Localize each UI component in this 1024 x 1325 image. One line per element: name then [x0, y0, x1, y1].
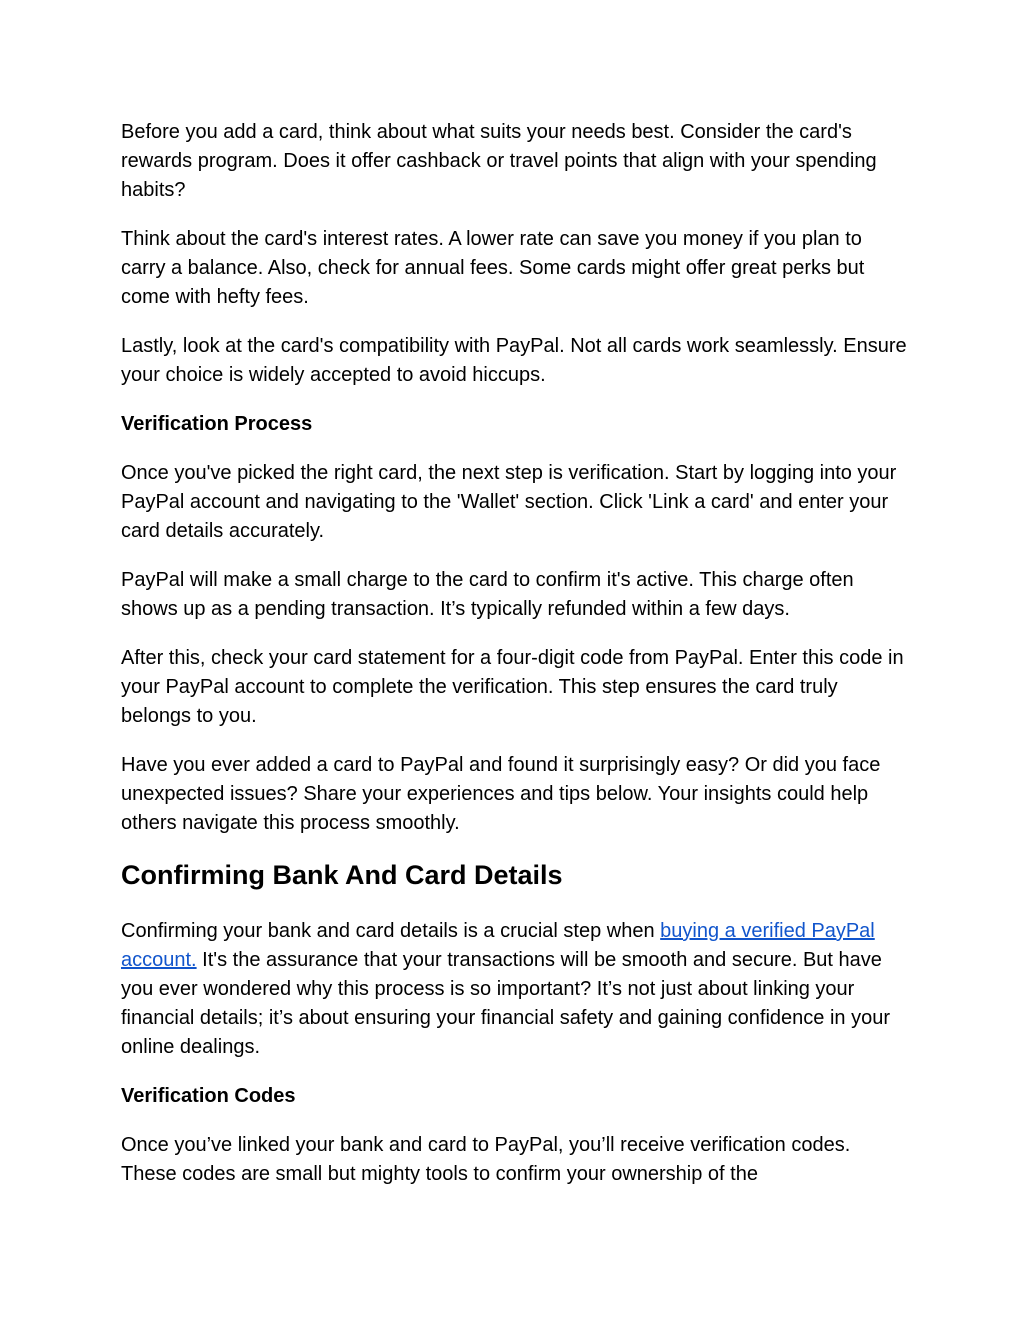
paragraph-small-charge: PayPal will make a small charge to the card to confirm it's active. This charge often shows up as a pending transaction. It’s typically refunded within a few days.	[121, 569, 854, 620]
buy-verified-paypal-link[interactable]: buying a verified PayPal account.	[121, 920, 875, 971]
heading-confirming-details: Confirming Bank And Card Details	[121, 860, 563, 890]
paragraph-card-choice: Before you add a card, think about what suits your needs best. Consider the card's rewards program. Does it offer cashback or travel points that align with your spending habits?	[121, 121, 877, 201]
confirm-text-after-link: It's the assurance that your transactions will be smooth and secure. But have you ever wondered why this process is so important? It’s not just about linking your financial details; it’s about ensuring your financial safety and gaining confidence in your online dealings.	[121, 949, 891, 1058]
confirm-text-before-link: Confirming your bank and card details is a crucial step when	[121, 920, 661, 942]
heading-verification-codes: Verification Codes	[121, 1085, 296, 1107]
paragraph-confirming-details	[121, 917, 911, 1062]
paragraph-verification-steps: Once you've picked the right card, the next step is verification. Start by logging into your PayPal account and navigating to the 'Wallet' section. Click 'Link a card' and enter your card details accurately.	[121, 462, 897, 542]
paragraph-four-digit-code: After this, check your card statement for a four-digit code from PayPal. Enter this code in your PayPal account to complete the verification. This step ensures the card truly belongs to you.	[121, 647, 904, 727]
paragraph-interest-rates: Think about the card's interest rates. A lower rate can save you money if you plan to carry a balance. Also, check for annual fees. Some cards might offer great perks but come with hefty fees.	[121, 228, 865, 308]
paragraph-share-experience: Have you ever added a card to PayPal and found it surprisingly easy? Or did you face unexpected issues? Share your experiences and tips below. Your insights could help others navigate this process smoothly.	[121, 754, 881, 834]
paragraph-verification-codes: Once you’ve linked your bank and card to PayPal, you’ll receive verification codes. These codes are small but mighty tools to confirm your ownership of the	[121, 1134, 851, 1185]
document-page	[121, 118, 911, 1209]
paragraph-compatibility: Lastly, look at the card's compatibility with PayPal. Not all cards work seamlessly. Ensure your choice is widely accepted to avoid hiccups.	[121, 335, 907, 386]
heading-verification-process: Verification Process	[121, 413, 313, 435]
